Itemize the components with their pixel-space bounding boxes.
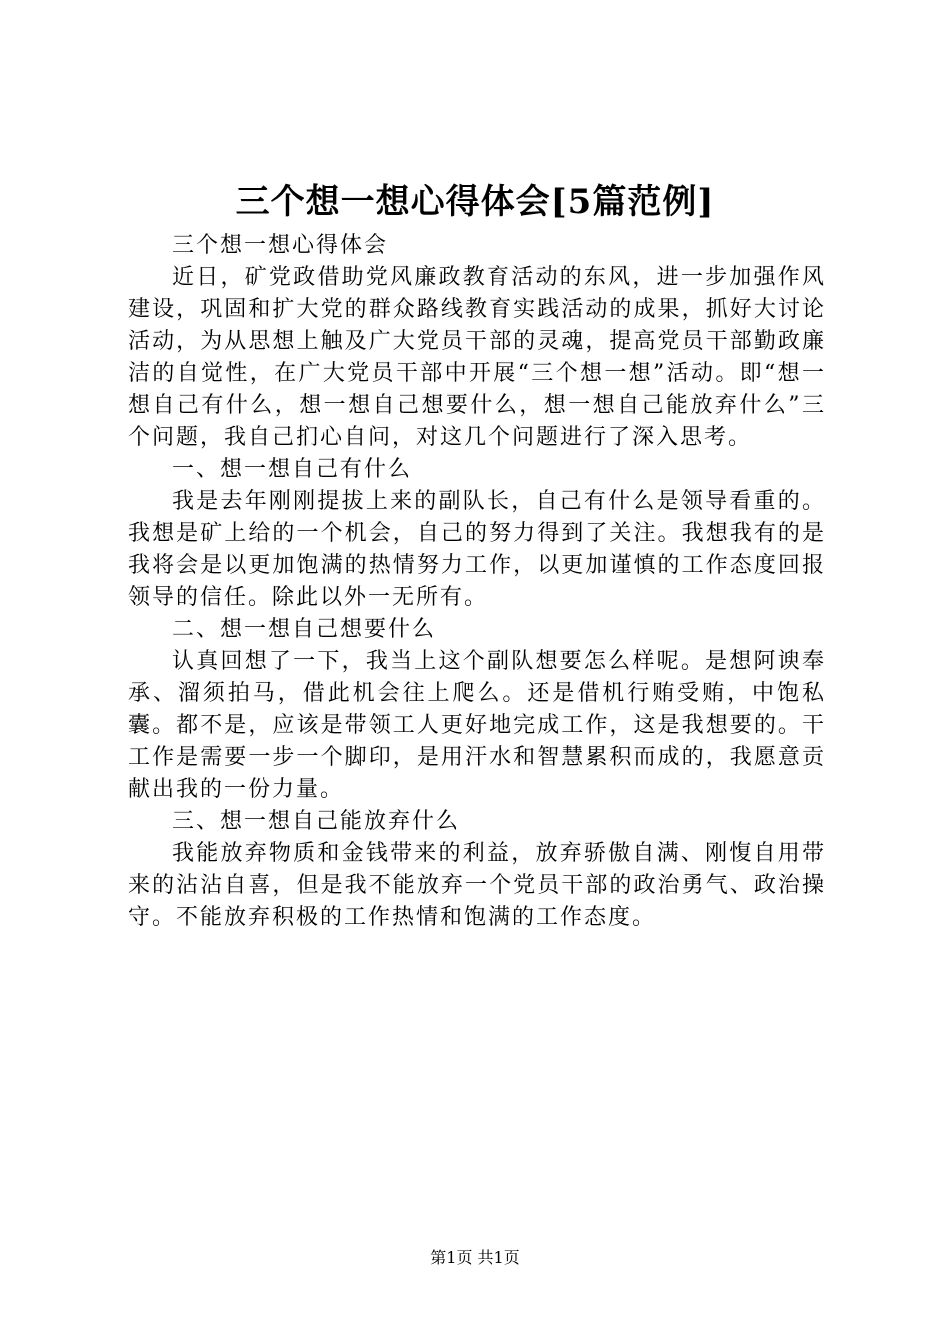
document-body bbox=[128, 230, 826, 934]
section-paragraph-2: 认真回想了一下，我当上这个副队想要怎么样呢。是想阿谀奉承、溜须拍马，借此机会往上爬么。还是借机行贿受贿，中饱私囊。都不是，应该是带领工人更好地完成工作，这是我想要的。干工作是需要一步一个脚印，是用汗水和智慧累积而成的，我愿意贡献出我的一份力量。 bbox=[128, 649, 826, 802]
section-heading-2: 二、想一想自己想要什么 bbox=[172, 617, 437, 642]
intro-paragraph: 近日，矿党政借助党风廉政教育活动的东风，进一步加强作风建设，巩固和扩大党的群众路线教育实践活动的成果，抓好大讨论活动，为从思想上触及广大党员干部的灵魂，提高党员干部勤政廉洁的自觉性，在广大党员干部中开展“三个想一想”活动。即“想一想自己有什么，想一想自己想要什么，想一想自己能放弃什么”三个问题，我自己扪心自问，对这几个问题进行了深入思考。 bbox=[128, 265, 826, 450]
subtitle-paragraph: 三个想一想心得体会 bbox=[172, 233, 389, 258]
page-title: 三个想一想心得体会[5篇范例] bbox=[235, 182, 715, 222]
section-paragraph-1: 我是去年刚刚提拔上来的副队长，自己有什么是领导看重的。我想是矿上给的一个机会，自己的努力得到了关注。我想我有的是我将会是以更加饱满的热情努力工作，以更加谨慎的工作态度回报领导的信任。除此以外一无所有。 bbox=[128, 489, 826, 610]
section-paragraph-3: 我能放弃物质和金钱带来的利益，放弃骄傲自满、刚愎自用带来的沾沾自喜，但是我不能放弃一个党员干部的政治勇气、政治操守。不能放弃积极的工作热情和饱满的工作态度。 bbox=[128, 841, 826, 930]
page-footer: 第1页 共1页 bbox=[430, 1248, 520, 1267]
section-heading-1: 一、想一想自己有什么 bbox=[172, 457, 413, 482]
section-heading-3: 三、想一想自己能放弃什么 bbox=[172, 809, 461, 834]
